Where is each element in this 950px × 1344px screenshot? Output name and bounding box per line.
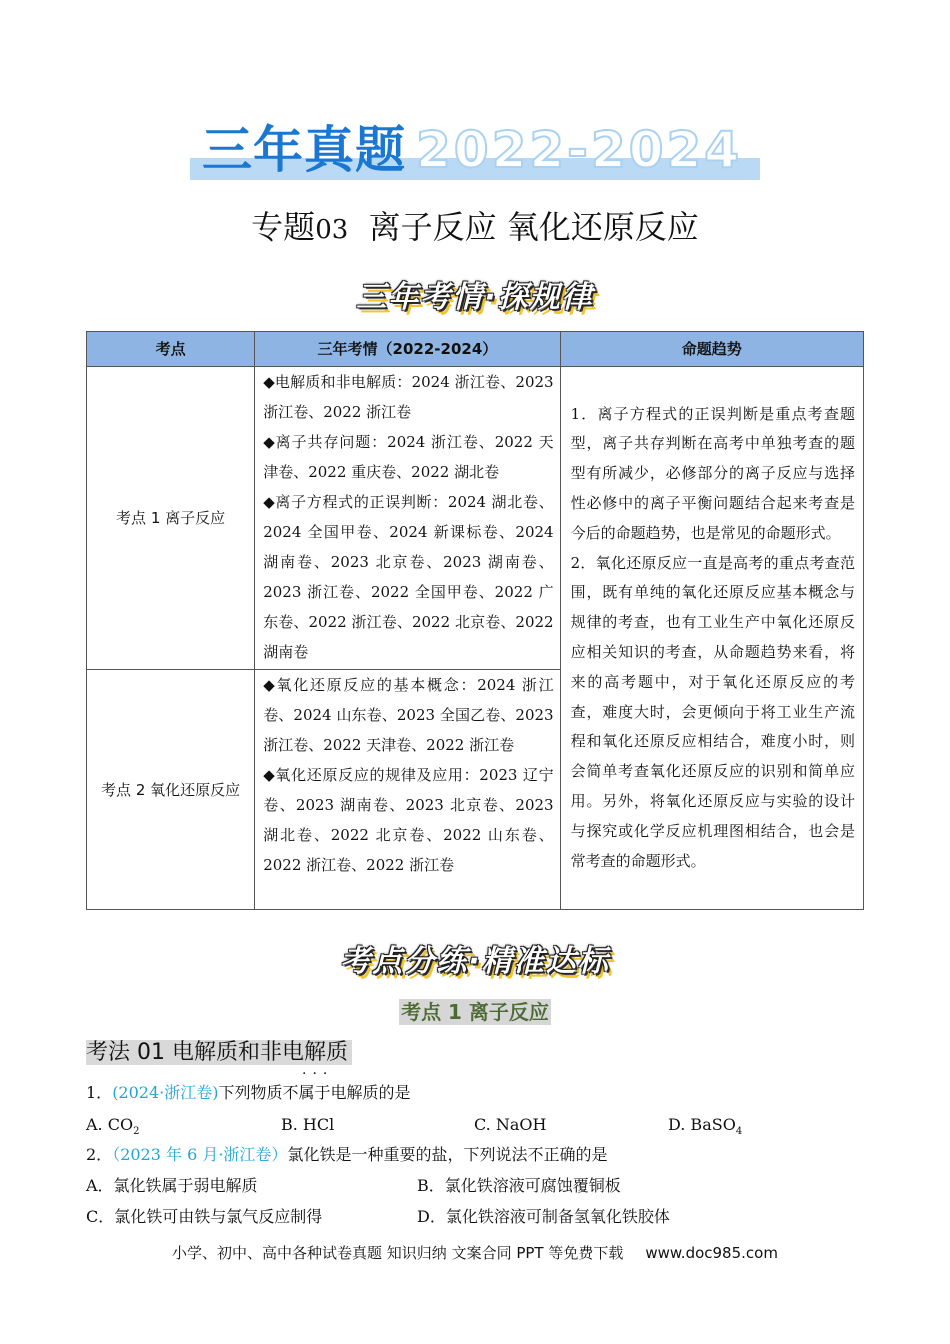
question-number: 2．	[86, 1145, 113, 1164]
option-c[interactable]: C．氯化铁可由铁与氯气反应制得	[86, 1207, 323, 1226]
question-2	[86, 1142, 607, 1168]
knowledge-point-cell: 考点 2 氧化还原反应	[87, 670, 255, 910]
footer-url[interactable]: www.doc985.com	[645, 1244, 778, 1262]
exam-situation-cell	[255, 367, 560, 670]
option-b[interactable]: B. HCl	[281, 1115, 335, 1134]
title-topic: 离子反应 氧化还原反应	[368, 208, 699, 246]
question-text: 下列物质	[218, 1083, 283, 1102]
knowledge-point-heading-text: 考点 1 离子反应	[401, 1000, 549, 1024]
trend-paragraph: 2．氧化还原反应一直是高考的重点考查范围，既有单纯的氧化还原反应基本概念与规律的考查，也有工业生产中氧化还原反应相关知识的考查，从命题趋势来看，将来的高考题中，对于氧化还原反应的考查，难度大时，会更倾向于将工业生产流程和氧化还原反应相结合，难度小时，则会简单考查氧化还原反应的识别和简单应用。另外，将氧化还原反应与实验的设计与探究或化学反应机理图相结合，也会是常考查的命题形式。	[570, 553, 855, 870]
table-row	[87, 367, 864, 670]
option-a[interactable]: A. $CO_2$	[86, 1115, 140, 1138]
trend-cell	[560, 367, 863, 910]
table-header-row	[87, 332, 864, 367]
section-banner-overview: 三年考情·探规律	[356, 280, 594, 315]
column-header: 考点	[87, 332, 255, 367]
column-header: 三年考情（2022-2024）	[255, 332, 560, 367]
title-prefix: 专题	[251, 208, 316, 246]
situation-item: ◆氧化还原反应的规律及应用：2023 辽宁卷、2023 湖南卷、2023 北京卷、2023 湖北卷、2022 北京卷、2022 山东卷、2022 浙江卷、2022 浙江卷	[263, 766, 554, 874]
document-title	[0, 205, 950, 252]
question-text: 氯化铁是一种重要的盐，下列说法不正确的是	[287, 1145, 608, 1164]
header-banner	[190, 118, 760, 184]
situation-item: ◆离子方程式的正误判断：2024 湖北卷、2024 全国甲卷、2024 新课标卷、2024 湖南卷、2023 北京卷、2023 湖南卷、2023 浙江卷、2022 全国甲卷、2022 广东卷、2022 浙江卷、2022 北京卷、2022 湖南卷	[263, 493, 554, 661]
banner-text	[202, 118, 742, 182]
exam-overview-table	[86, 331, 864, 910]
option-d[interactable]: D. BaSO$_4$	[668, 1115, 743, 1138]
situation-item: ◆离子共存问题：2024 浙江卷、2022 天津卷、2022 重庆卷、2022 湖北卷	[263, 433, 554, 481]
knowledge-point-cell: 考点 1 离子反应	[87, 367, 255, 670]
title-code: 03	[315, 215, 349, 245]
emphasis-dots: ···	[302, 1066, 334, 1082]
question-source: (2024·浙江卷)	[112, 1083, 219, 1102]
option-b[interactable]: B．氯化铁溶液可腐蚀覆铜板	[417, 1176, 621, 1195]
footer-text: 小学、初中、高中各种试卷真题 知识归纳 文案合同 PPT 等免费下载	[172, 1244, 624, 1262]
situation-item: ◆电解质和非电解质：2024 浙江卷、2023 浙江卷、2022 浙江卷	[263, 373, 554, 421]
banner-years: 2022-2024	[416, 121, 743, 179]
situation-item: ◆氧化还原反应的基本概念：2024 浙江卷、2024 山东卷、2023 全国乙卷、2023 浙江卷、2022 天津卷、2022 浙江卷	[263, 676, 554, 754]
question-number: 1．	[86, 1083, 113, 1102]
banner-title: 三年真题	[202, 121, 406, 179]
option-c[interactable]: C. NaOH	[474, 1115, 547, 1134]
exam-situation-cell	[255, 670, 560, 910]
question-source: （2023 年 6 月·浙江卷）	[112, 1145, 288, 1164]
question-1	[86, 1080, 411, 1106]
section-banner-practice: 考点分练·精准达标	[340, 944, 610, 979]
method-heading-text: 考法 01 电解质和非电解质	[86, 1040, 352, 1065]
column-header: 命题趋势	[560, 332, 863, 367]
trend-paragraph: 1．离子方程式的正误判断是重点考查题型，离子共存判断在高考中单独考查的题型有所减少，必修部分的离子反应与选择性必修中的离子平衡问题结合起来考查是今后的命题趋势，也是常见的命题形式。	[570, 404, 855, 542]
option-d[interactable]: D．氯化铁溶液可制备氢氧化铁胶体	[417, 1207, 670, 1226]
question-text: 电解质的是	[330, 1083, 411, 1102]
page-footer	[0, 1242, 950, 1263]
question-emphasis: 不属于	[282, 1083, 331, 1102]
knowledge-point-heading	[0, 996, 950, 1025]
option-a[interactable]: A．氯化铁属于弱电解质	[86, 1176, 258, 1195]
